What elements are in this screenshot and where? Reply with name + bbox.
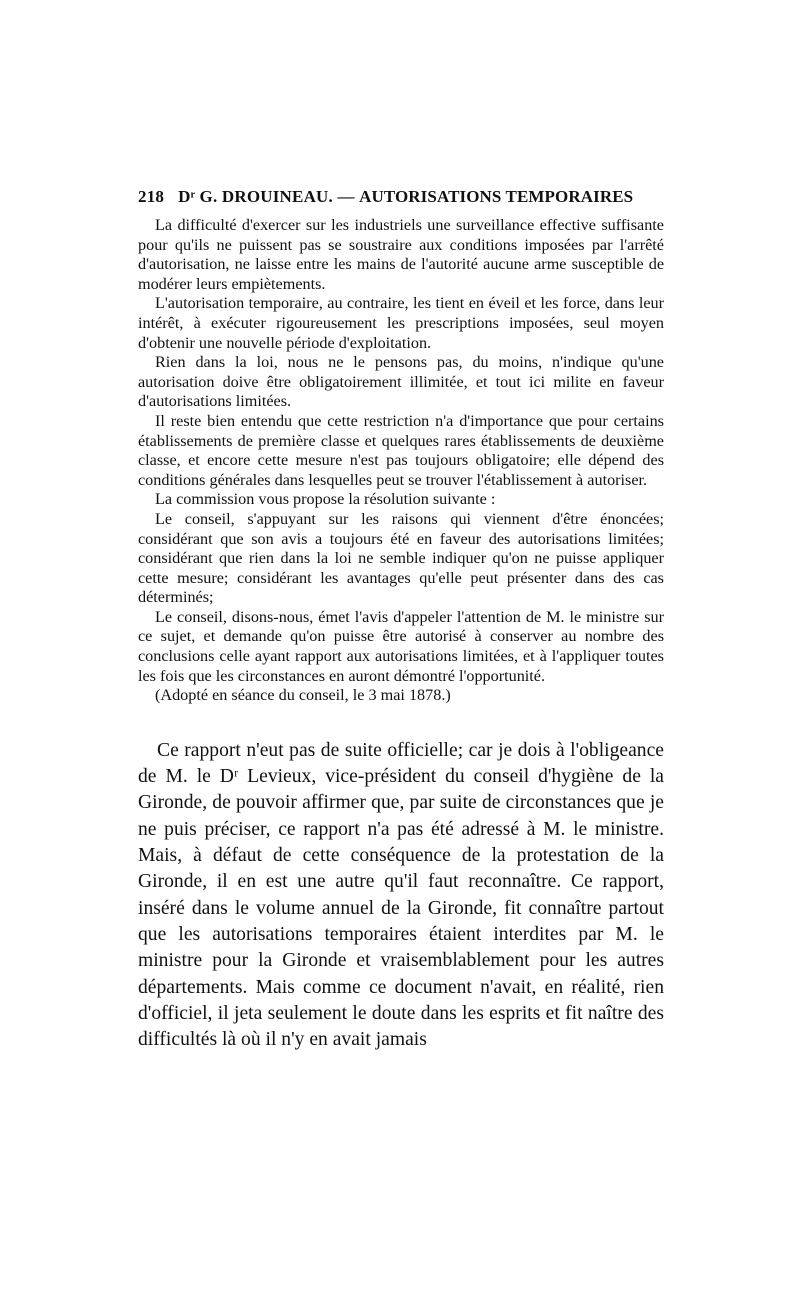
book-page [138,186,664,1053]
report-paragraph: La commission vous propose la résolution suivante : [155,490,496,509]
header-title: AUTORISATIONS TEMPORAIRES [359,187,634,206]
report-paragraph: La difficulté d'exercer sur les industriels une surveillance effective suffisante pour qu'ils ne puissent pas se soustraire aux conditions imposées par l'arrêté d'autorisation, ne laisse entre les mains de l'autorité aucune arme susceptible de modérer leurs empiètements. [138,216,664,293]
adopted-note: (Adopté en séance du conseil, le 3 mai 1878.) [155,686,451,705]
report-paragraph: Rien dans la loi, nous ne le pensons pas, du moins, n'indique qu'une autorisation doive être obligatoirement illimitée, et tout ici milite en faveur d'autorisations limitées. [138,353,664,411]
report-paragraph: Le conseil, s'appuyant sur les raisons qui viennent d'être énoncées; considérant que son avis a toujours été en faveur des autorisations limitées; considérant que rien dans la loi ne semble indiquer qu'on ne puisse appliquer cette mesure; considérant les avantages qu'elle peut présenter dans des cas déterminés; [138,509,664,607]
report-paragraph: Il reste bien entendu que cette restriction n'a d'importance que pour certains établissements de première classe et quelques rares établissements de deuxième classe, et encore cette mesure n'est pas toujours obligatoire; elle dépend des conditions générales dans lesquelles peut se trouver l'établissement à autoriser. [138,411,664,489]
main-text [138,738,664,1054]
page-number: 218 [138,187,165,206]
header-dash: — [337,187,355,206]
header-author: Dʳ G. DROUINEAU. [178,187,333,206]
quoted-report [138,216,664,706]
running-header [138,186,664,208]
main-paragraph: Ce rapport n'eut pas de suite officielle; car je dois à l'obligeance de M. le Dʳ Levieux, vice-président du conseil d'hygiène de la Gironde, de pouvoir affirmer que, par suite de circonstances que je ne puis préciser, ce rapport n'a pas été adressé à M. le ministre. Mais, à défaut de cette conséquence de la protestation de la Gironde, il en est une autre qu'il faut reconnaître. Ce rapport, inséré dans le volume annuel de la Gironde, fit connaître partout que les autorisations temporaires étaient interdites par M. le ministre pour la Gironde et vraisemblablement pour les autres départements. Mais comme ce document n'avait, en réalité, rien d'officiel, il jeta seulement le doute dans les esprits et fit naître des difficultés là où il n'y en avait jamais [138,739,664,1051]
report-paragraph: L'autorisation temporaire, au contraire, les tient en éveil et les force, dans leur intérêt, à exécuter rigoureusement les prescriptions imposées, seul moyen d'obtenir une nouvelle période d'exploitation. [138,294,664,352]
report-paragraph: Le conseil, disons-nous, émet l'avis d'appeler l'attention de M. le ministre sur ce sujet, et demande qu'on puisse être autorisé à conserver au nombre des conclusions celle ayant rapport aux autorisations limitées, et à l'appliquer toutes les fois que les circonstances en auront démontré l'opportunité. [138,607,664,685]
